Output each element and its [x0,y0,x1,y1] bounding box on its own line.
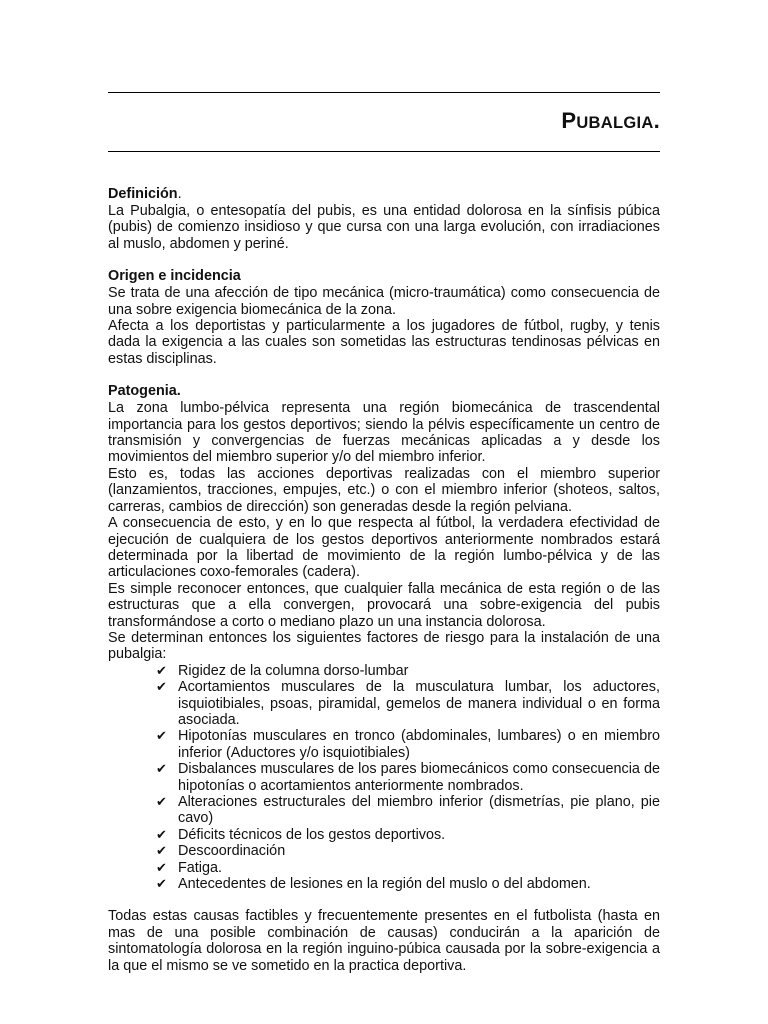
patogenia-paragraph-3: A consecuencia de esto, y en lo que respecta al fútbol, la verdadera efectividad de ejecución de cualquiera de los gestos deportivos anteriormente nombrados estará determinada por la libertad de movimiento de la región lumbo-pélvica y de las articulaciones coxo-femorales (cadera). [108,515,660,581]
document-body [108,186,660,974]
patogenia-paragraph-4: Es simple reconocer entonces, que cualquier falla mecánica de esta región o de las estructuras que a ella convergen, provocará una sobre-exigencia del pubis transformándose a corto o mediano plazo un una instancia dolorosa. [108,580,660,630]
origen-heading: Origen e incidencia [108,268,241,285]
list-item [156,794,660,827]
definicion-heading-dot: . [177,186,182,202]
title-rest: UBALGIA [576,114,654,132]
checkmark-icon: ✔ [156,662,167,678]
patogenia-paragraph-2: Esto es, todas las acciones deportivas realizadas con el miembro superior (lanzamientos, tracciones, empujes, etc.) o con el miembro inferior (shoteos, saltos, carreras, cambios de dirección) son generadas desde la región pelviana. [108,465,660,515]
list-item [156,663,660,679]
checkmark-icon: ✔ [156,728,167,744]
checkmark-icon: ✔ [156,859,167,875]
title-initial: P [561,108,577,133]
risk-factor-text: Rigidez de la columna dorso-lumbar [178,662,409,679]
list-item [156,827,660,843]
header-top-rule [108,92,660,93]
risk-factor-text: Hipotonías musculares en tronco (abdominales, lumbares) o en miembro inferior (Aductores y/o isquiotibiales) [178,728,660,761]
checkmark-icon: ✔ [156,826,167,842]
header-bottom-rule [108,151,660,152]
risk-factor-text: Descoordinación [178,843,286,860]
origen-paragraph-2: Afecta a los deportistas y particularmente a los jugadores de fútbol, rugby, y tenis dada la exigencia a las cuales son sometidas las estructuras tendinosas pélvicas en estas disciplinas. [108,318,660,367]
origen-paragraph-1: Se trata de una afección de tipo mecánica (micro-traumática) como consecuencia de una sobre exigencia biomecánica de la zona. [108,285,660,318]
closing-paragraph: Todas estas causas factibles y frecuentemente presentes en el futbolista (hasta en mas de una posible combinación de causas) conducirán a la aparición de sintomatología dolorosa en la región inguino-púbica causada por la sobre-exigencia a la que el mismo se ve sometido en la practica deportiva. [108,908,660,974]
checkmark-icon: ✔ [156,843,167,859]
list-item [156,860,660,876]
section-spacer [108,252,660,268]
patogenia-paragraph-1: La zona lumbo-pélvica representa una región biomecánica de trascendental importancia para los gestos deportivos; siendo la pélvis específicamente un centro de transmisión y convergencias de fuerzas mecánicas aplicadas a y desde los movimientos del miembro superior y/o del miembro inferior. [108,400,660,466]
list-item [156,761,660,794]
section-spacer [108,367,660,383]
checkmark-icon: ✔ [156,794,167,809]
risk-factor-text: Fatiga. [178,859,222,876]
definicion-heading [108,186,660,203]
checkmark-icon: ✔ [156,761,167,777]
risk-factor-text: Déficits técnicos de los gestos deportivos. [178,826,446,843]
definicion-heading-text: Definición [108,186,178,202]
patogenia-paragraph-5: Se determinan entonces los siguientes factores de riesgo para la instalación de una pubalgia: [108,629,660,663]
title-period: . [653,108,660,133]
list-item [156,728,660,761]
risk-factor-text: Antecedentes de lesiones en la región del muslo o del abdomen. [178,876,591,893]
checkmark-icon: ✔ [156,679,167,695]
list-item [156,876,660,892]
section-spacer [108,892,660,908]
checkmark-icon: ✔ [156,876,167,892]
risk-factor-text: Alteraciones estructurales del miembro inferior (dismetrías, pie plano, pie cavo) [178,794,660,827]
patogenia-heading: Patogenia. [108,383,181,400]
document-page [108,0,660,1024]
document-title [561,108,660,134]
list-item [156,843,660,859]
list-item [156,679,660,728]
definicion-paragraph: La Pubalgia, o entesopatía del pubis, es una entidad dolorosa en la sínfisis púbica (pubis) de comienzo insidioso y que cursa con una larga evolución, con irradiaciones al muslo, abdomen y periné. [108,203,660,252]
risk-factor-text: Disbalances musculares de los pares biomecánicos como consecuencia de hipotonías o acortamientos anteriormente nombrados. [178,761,660,794]
risk-factor-text: Acortamientos musculares de la musculatura lumbar, los aductores, isquiotibiales, psoas, piramidal, gemelos de manera individual o en forma asociada. [178,679,660,728]
risk-factor-list [108,663,660,893]
